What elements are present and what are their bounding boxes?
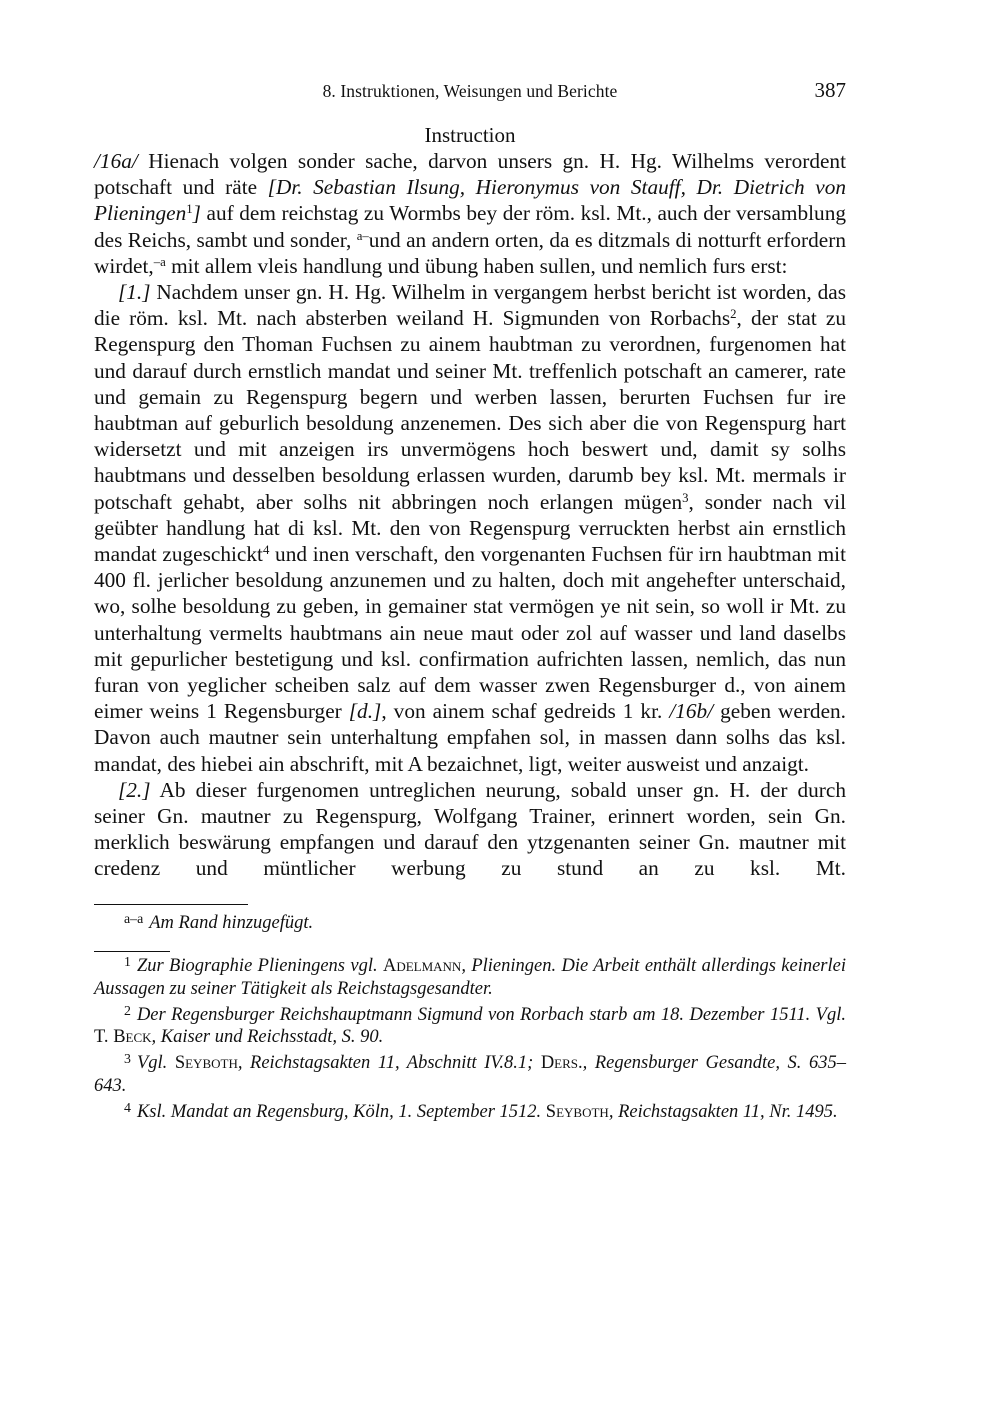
footnote-mark: 2	[124, 1003, 131, 1019]
footnote-mark: 1	[124, 955, 131, 971]
running-header	[94, 78, 846, 108]
paragraph-2: [2.] Ab dieser furgenomen untreglichen neurung, sobald unser gn. H. der durch seiner Gn. mautner zu Regenspurg, Wolfgang Trainer, erinnert worden, sein Gn. merklich beswärung empfangen und darauf den ytzgenanten seiner Gn. mautner mit credenz und müntlicher werbung zu stund an zu ksl. Mt.	[94, 777, 846, 881]
footnote-2: $^2$ Der Regensburger Reichshauptmann Sigmund von Rorbach starb am 18. Dezember 1511. Vgl. T. Beck, Kaiser und Reichsstadt, S. 90.	[94, 1003, 846, 1048]
paragraph-1: [1.] Nachdem unser gn. H. Hg. Wilhelm in vergangem herbst bericht ist worden, das die röm. ksl. Mt. nach absterben weiland H. Sigmunden von Rorbachs$^2$, der stat zu Regenspurg den Thoman Fuchsen zu ainem haubtman zu verordnen, furgenomen hat und darauf durch ernstlich mandat und seiner Mt. treffenlich potschaft an camerer, rate und gemain zu Regenspurg begern und werben lassen, berurten Fuchsen fur ire haubtman auf geburlich besoldung anzenemen. Des sich aber die von Regenspurg hart widersetzt und mit anzeigen irs unvermögens hoch beswert und, damit sy solhs haubtmans und desselben besoldung erlassen wurden, darumb bey ksl. Mt. mermals ir potschaft gehabt, aber solhs nit abbringen noch erlangen mügen$^3$, sonder nach vil geübter handlung hat di ksl. Mt. den von Regenspurg verruckten herbst ain ernstlich mandat zugeschickt$^4$ und inen verschaft, den vorgenanten Fuchsen für irn haubtman mit 400 fl. jerlicher besoldung anzunemen und zu halten, doch mit angehefter unterschaid, wo, solhe besoldung zu geben, in gemainer stat vermögen ye nit sein, so woll ir Mt. zu unterhaltung vermelts haubtmans ain neue maut oder zol auf wasser und land daselbs mit gepurlicher bestetigung und ksl. confirmation aufrichten lassen, nemlich, das nun furan von yeglicher scheiben salz auf dem wasser zwen Regensburger d., von ainem eimer weins 1 Regensburger [d.], von ainem schaf gedreids 1 kr. /16b/ geben werden. Davon auch mautner sein unterhaltung empfahen sol, in massen dann solhs das ksl. mandat, des hiebei ain abschrift, mit A bezaichnet, ligt, weiter ausweist und anzaigt.	[94, 280, 847, 776]
text-notes	[94, 909, 846, 935]
section-title: Instruction	[424, 123, 516, 147]
footnote-mark: 4	[124, 1100, 131, 1116]
paragraph-number: [2.]	[118, 777, 151, 802]
editorial-insertion: [Dr. Sebastian Ilsung, Hieronymus von Stauff, Dr. Dietrich von Plieningen	[94, 175, 846, 226]
text-notes-divider	[94, 904, 248, 905]
author-name: Ders.	[540, 1053, 583, 1074]
page-number: 387	[814, 78, 846, 102]
text-note-a: $^{a-a}$ Am Rand hinzugefügt.	[124, 911, 314, 933]
folio-marker: /16b/	[669, 699, 714, 724]
text-note-ref-end[interactable]: –a	[153, 254, 166, 269]
text-note-ref-start[interactable]: a–	[356, 228, 369, 243]
author-name: Seyboth	[174, 1053, 238, 1074]
paragraph-intro: /16a/ Hienach volgen sonder sache, darvon unsers gn. H. Hg. Wilhelms verordent potschaft und räte [Dr. Sebastian Ilsung, Hieronymus von Stauff, Dr. Dietrich von Plieningen$^1$] auf dem reichstag zu Wormbs bey der röm. ksl. Mt., auch der versamblung des Reichs, sambt und sonder, $^{a-}$und an andern orten, da es ditzmals di notturft erfordern wirdet,$^{-a}$ mit allem vleis handlung und übung haben sullen, und nemlich furs erst:	[94, 149, 846, 278]
paragraph-number: [1.]	[118, 280, 151, 305]
author-name: Adelmann	[382, 956, 462, 977]
footnote-ref-4[interactable]: 4	[262, 543, 270, 558]
footnote-3: $^3$ Vgl. Seyboth, Reichstagsakten 11, Abschnitt IV.8.1; Ders., Regensburger Gesandte, S. 635–643.	[94, 1052, 847, 1096]
document-page	[94, 78, 846, 1123]
running-title: 8. Instruktionen, Weisungen und Berichte	[322, 81, 618, 101]
author-name: Beck	[113, 1027, 152, 1048]
footnote-mark: 3	[124, 1052, 131, 1068]
footnote-ref-3[interactable]: 3	[682, 490, 689, 505]
footnotes	[94, 952, 846, 1123]
folio-marker: /16a/	[94, 149, 138, 173]
footnote-4: $^4$ Ksl. Mandat an Regensburg, Köln, 1. September 1512. Seyboth, Reichstagsakten 11, Nr. 1495.	[124, 1100, 838, 1122]
editorial-insertion: [d.]	[348, 699, 382, 724]
footnote-1: $^1$ Zur Biographie Plieningens vgl. Adelmann, Plieningen. Die Arbeit enthält allerdings keinerlei Aussagen zu seiner Tätigkeit als Reichstagsgesandter.	[94, 955, 846, 999]
text-note-mark: a–a	[124, 911, 144, 927]
author-name: Seyboth	[545, 1101, 609, 1122]
footnote-ref-2[interactable]: 2	[730, 307, 737, 322]
main-text	[94, 148, 846, 882]
footnote-ref-1[interactable]: 1	[186, 202, 193, 217]
